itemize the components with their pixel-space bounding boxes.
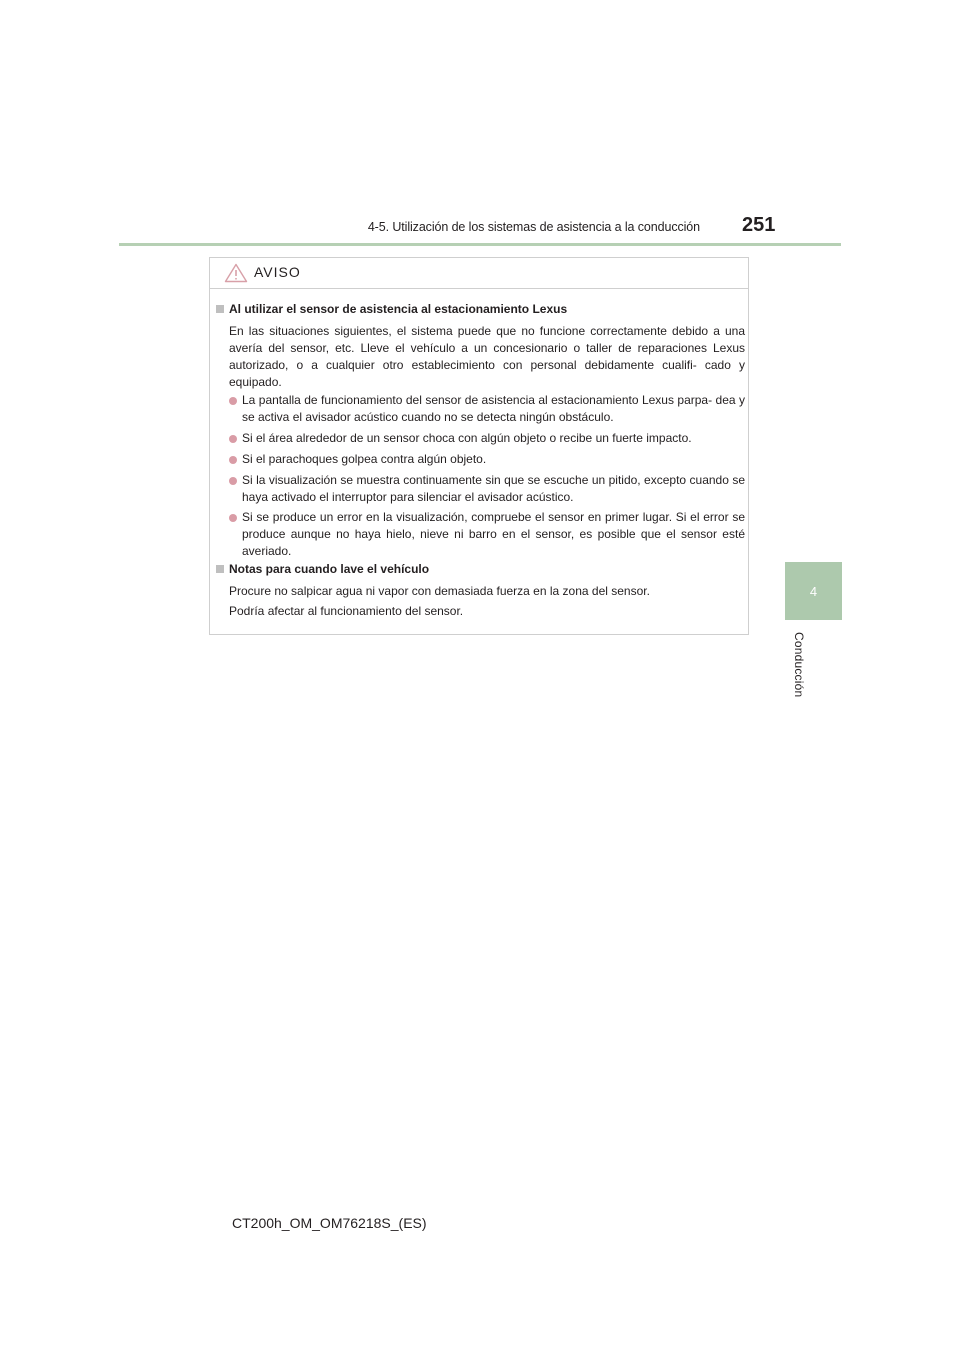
list-item: Si se produce un error en la visualización, compruebe el sensor en primer lugar. Si el error se produce aunque no haya hielo, nieve ni barro en el sensor, es posible que el sensor esté averiado. bbox=[229, 509, 745, 560]
dot-bullet-icon bbox=[229, 514, 237, 522]
list-item: La pantalla de funcionamiento del sensor de asistencia al estacionamiento Lexus parpa- dea y se activa el avisador acústico cuando no se detecta ningún obstáculo. bbox=[229, 392, 745, 426]
dot-bullet-icon bbox=[229, 397, 237, 405]
list-item: Si el parachoques golpea contra algún objeto. bbox=[229, 451, 745, 468]
page-number: 251 bbox=[742, 214, 776, 236]
section-title: 4-5. Utilización de los sistemas de asistencia a la conducción bbox=[367, 220, 700, 234]
square-bullet-icon bbox=[216, 305, 224, 313]
warning-header bbox=[210, 258, 748, 289]
section-heading: Al utilizar el sensor de asistencia al estacionamiento Lexus bbox=[216, 302, 567, 316]
dot-bullet-icon bbox=[229, 477, 237, 485]
warning-title: AVISO bbox=[254, 264, 301, 280]
square-bullet-icon bbox=[216, 565, 224, 573]
chapter-number: 4 bbox=[809, 583, 818, 599]
dot-bullet-icon bbox=[229, 435, 237, 443]
header-rule bbox=[119, 243, 841, 246]
warning-triangle-icon bbox=[224, 263, 248, 283]
section-paragraph: Podría afectar al funcionamiento del sensor. bbox=[229, 604, 464, 618]
chapter-tab[interactable] bbox=[785, 562, 842, 620]
document-code: CT200h_OM_OM76218S_(ES) bbox=[232, 1215, 427, 1231]
list-item: Si el área alrededor de un sensor choca con algún objeto o recibe un fuerte impacto. bbox=[229, 430, 745, 447]
dot-bullet-icon bbox=[229, 456, 237, 464]
section-heading: Notas para cuando lave el vehículo bbox=[216, 562, 429, 576]
list-item: Si la visualización se muestra continuamente sin que se escuche un pitido, excepto cuando se haya activado el interruptor para silenciar el avisador acústico. bbox=[229, 472, 745, 506]
section-paragraph: Procure no salpicar agua ni vapor con demasiada fuerza en la zona del sensor. bbox=[229, 584, 650, 598]
chapter-label: Conducción bbox=[792, 632, 806, 698]
section-paragraph: En las situaciones siguientes, el sistema puede que no funcione correctamente debido a una avería del sensor, etc. Lleve el vehículo a un concesionario o taller de reparaciones Lexus autorizado, o a cualquier otro establecimiento con personal debidamente cualifi- cado y equipado. bbox=[229, 324, 745, 389]
warning-box bbox=[209, 257, 749, 635]
